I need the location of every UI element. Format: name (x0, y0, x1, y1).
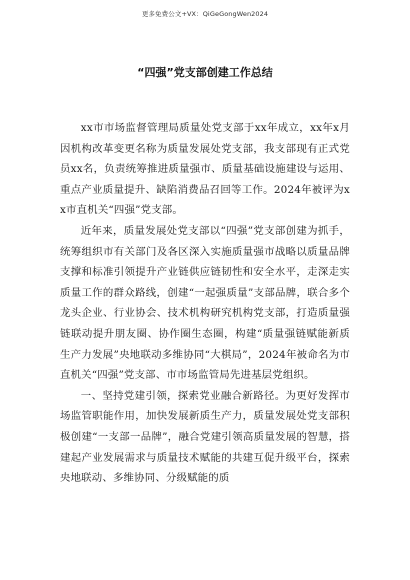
document-body (60, 118, 350, 489)
paragraph-2: 近年来，质量发展处党支部以“四强”党支部创建为抓手，统筹组织市有关部门及各区深入实施质量强市战略以质量品牌支撑和标准引领提升产业链供应链韧性和安全水平，走深走实质量工作的群众路线，创建“一起强质量”支部品牌，联合多个龙头企业、行业协会、技术机构研究机构党支部，打造质量强链联动提升朋友圈、协作圈生态圈，构建“质量强链赋能新质生产力发展”央地联动多维协同“大棋局”，2024年被命名为市直机关“四强”党支部、市市场监管局先进基层党组织。 (60, 224, 350, 382)
paragraph-3: 一、坚持党建引领，探索党业融合新路径。为更好发挥市场监管职能作用，加快发展新质生产力，质量发展处党支部积极创建“一支部一品牌”，融合党建引领高质量发展的智慧，搭建起产业发展需求与质量技术赋能的共建互促升级平台，探索央地联动、多维协同、分级赋能的质 (60, 389, 350, 485)
paragraph-1: xx市市场监督管理局质量处党支部于xx年成立，xx年x月因机构改革变更名称为质量发展处党支部，我支部现有正式党员xx名，负责统筹推进质量强市、质量基础设施建设与运用、重点产业质量提升、缺陷消费品召回等工作。2024年被评为xx市直机关“四强”党支部。 (60, 122, 350, 217)
document-title: “四强”党支部创建工作总结 (137, 66, 273, 79)
header-note: 更多免费公文+VX：QiGeGongWen2024 (141, 10, 269, 18)
